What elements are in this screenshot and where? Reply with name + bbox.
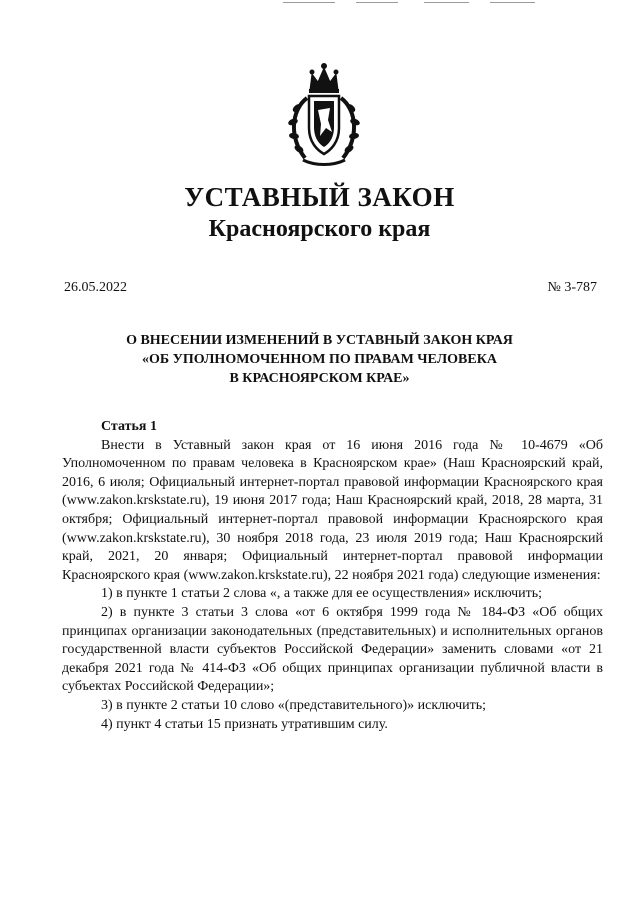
coat-of-arms-icon: [285, 62, 363, 170]
document-subtitle: Красноярского края: [208, 216, 431, 242]
article-intro: Внести в Уставный закон края от 16 июня 2016 года № 10-4679 «Об Уполномоченном по правам человека в Красноярском крае» (Наш Красноярский край, 2016, 6 июля; Официальный интернет-портал правовой информации Красноярского края (www.zakon.krskstate.ru), 19 июня 2017 года; Наш Красноярский край, 2018, 28 марта, 31 октября; Официальный интернет-портал правовой информации Красноярского края (www.zakon.krskstate.ru), 30 ноября 2018 года, 23 июля 2019 года; Наш Красноярский край, 2021, 20 января; Официальный интернет-портал правовой информации Красноярского края (www.zakon.krskstate.ru), 22 ноября 2021 года) следующие изменения:: [62, 437, 603, 583]
article-item: 1) в пункте 1 статьи 2 слова «, а также для ее осуществления» исключить;: [101, 586, 543, 602]
article-item: 2) в пункте 3 статьи 3 слова «от 6 октября 1999 года № 184-ФЗ «Об общих принципах организации законодательных (представительных) и исполнительных органов государственной власти субъектов Российской Федерации» заменить словами «от 21 декабря 2021 года № 414-ФЗ «Об общих принципах организации публичной власти в субъектах Российской Федерации»;: [62, 604, 603, 695]
article-item: 3) в пункте 2 статьи 10 слово «(представительного)» исключить;: [101, 697, 486, 713]
subject-line: В КРАСНОЯРСКОМ КРАЕ»: [229, 371, 410, 386]
article-body: [62, 418, 603, 734]
law-number: № 3-787: [547, 280, 597, 295]
scan-edge-line: [283, 2, 335, 3]
law-subject: [0, 331, 639, 388]
article-heading: Статья 1: [101, 419, 157, 434]
document-title: УСТАВНЫЙ ЗАКОН: [184, 182, 455, 212]
scan-edge-line: [490, 2, 535, 3]
scan-edge-line: [356, 2, 398, 3]
subject-line: «ОБ УПОЛНОМОЧЕННОМ ПО ПРАВАМ ЧЕЛОВЕКА: [142, 352, 497, 367]
scan-edge-line: [424, 2, 469, 3]
article-item: 4) пункт 4 статьи 15 признать утратившим силу.: [101, 716, 388, 732]
subject-line: О ВНЕСЕНИИ ИЗМЕНЕНИЙ В УСТАВНЫЙ ЗАКОН КРАЯ: [126, 333, 513, 348]
law-date: 26.05.2022: [64, 280, 127, 295]
